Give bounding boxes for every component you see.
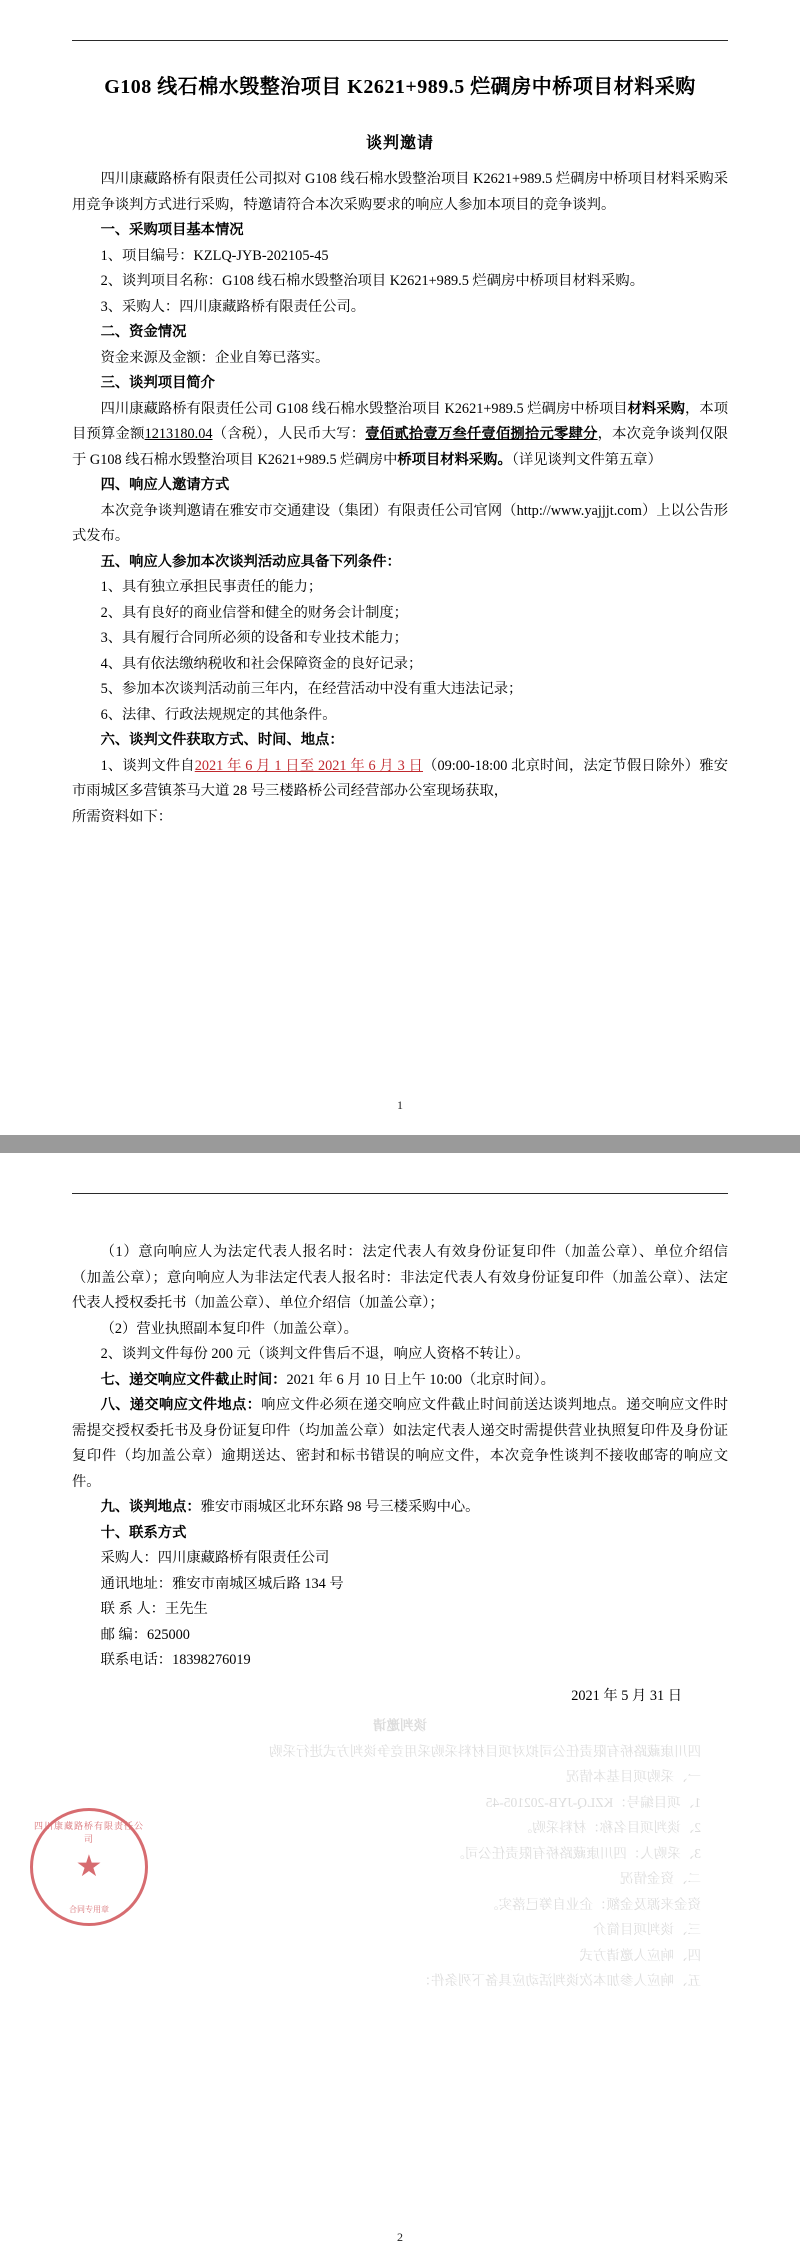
acq-text-2: （09:00-18:00 北京时间，法定节假日除外） xyxy=(423,757,700,774)
section-5-item-2: 2、具有良好的商业信誉和健全的财务会计制度； xyxy=(100,604,408,621)
section-5-item-1: 1、具有独立承担民事责任的能力； xyxy=(100,579,323,595)
page-title: G108 线石棉水毁整治项目 K2621+989.5 烂碉房中桥项目材料采购 xyxy=(104,76,696,98)
page2-subitem-2: （2）营业执照副本复印件（加盖公章）。 xyxy=(100,1320,358,1337)
section-5-item-4: 4、具有依法缴纳税收和社会保障资金的良好记录； xyxy=(100,655,423,672)
section-7-body: 2021 年 6 月 10 日上午 10:00（北京时间）。 xyxy=(286,1371,555,1388)
section-8 xyxy=(72,1393,728,1495)
brief-note: （详见谈判文件第五章） xyxy=(511,451,662,468)
section-heading-3: 三、谈判项目简介 xyxy=(100,375,215,391)
acq-date-range: 2021 年 6 月 1 日至 2021 年 6 月 3 日 xyxy=(194,757,424,774)
acq-text-1: 1、谈判文件自 xyxy=(100,757,195,774)
brief-bold-2: 桥项目材料采购。 xyxy=(397,451,512,468)
brief-amount: 1213180.04 xyxy=(144,426,213,442)
contact-purchaser: 采购人：四川康藏路桥有限责任公司 xyxy=(100,1550,330,1566)
contact-address: 通讯地址：雅安市南城区城后路 134 号 xyxy=(100,1575,344,1592)
section-heading-1: 一、采购项目基本情况 xyxy=(100,222,244,238)
brief-text-3: （含税），人民币大写： xyxy=(212,426,366,442)
contact-postcode: 邮 编：625000 xyxy=(100,1626,190,1643)
section-heading-5: 五、响应人参加本次谈判活动应具备下列条件： xyxy=(100,553,401,570)
page-top-rule xyxy=(72,40,728,41)
document-page-2 xyxy=(0,1153,800,2263)
page-2-top-rule xyxy=(72,1193,728,1194)
project-brief-paragraph xyxy=(72,397,728,474)
section-9 xyxy=(72,1495,728,1521)
section-heading-4: 四、响应人邀请方式 xyxy=(100,477,230,493)
star-icon: ★ xyxy=(75,1850,103,1883)
section-1-item-2: 2、谈判项目名称：G108 线石棉水毁整治项目 K2621+989.5 烂碉房中桥项目材料采购。 xyxy=(100,273,644,289)
brief-amount-cn-2: 佰捌拾元零肆分 xyxy=(495,426,598,442)
section-1-item-1: 1、项目编号：KZLQ-JYB-202105-45 xyxy=(100,247,329,264)
section-5-item-6: 6、法律、行政法规规定的其他条件。 xyxy=(100,706,337,723)
brief-text-2: ，本项目预算金额 xyxy=(72,400,729,442)
page-separator xyxy=(0,1135,800,1153)
brief-bold-1: 材料采购 xyxy=(627,400,686,417)
section-7-heading: 七、递交响应文件截止时间： xyxy=(100,1371,287,1388)
section-5-item-5: 5、参加本次谈判活动前三年内，在经营活动中没有重大违法记录； xyxy=(100,681,523,697)
intro-paragraph: 四川康藏路桥有限责任公司拟对 G108 线石棉水毁整治项目 K2621+989.5 烂碉房中桥项目材料采购采用竞争谈判方式进行采购，特邀请符合本次采购要求的响应人参加本项目的竞争谈判。 xyxy=(72,171,728,213)
company-seal-stamp xyxy=(30,1808,148,1926)
page2-subitem-1: （1）意向响应人为法定代表人报名时：法定代表人有效身份证复印件（加盖公章）、单位介绍信（加盖公章）；意向响应人为非法定代表人报名时：非法定代表人有效身份证复印件（加盖公章）、法定代表人授权委托书（加盖公章）、单位介绍信（加盖公章）； xyxy=(72,1244,728,1311)
acq-text-3: 雅安市雨城区多营镇茶马大道 28 号三楼路桥公司经营部办公室现场获取， xyxy=(72,757,729,799)
page-number-1: 1 xyxy=(397,1098,403,1112)
section-1-item-3: 3、采购人：四川康藏路桥有限责任公司。 xyxy=(100,298,366,315)
section-4-item-1: 本次竞争谈判邀请在雅安市交通建设（集团）有限责任公司官网（http://www.yajjjt.com）上以公告形式发布。 xyxy=(72,502,728,544)
document-subtitle: 谈判邀请 xyxy=(365,135,434,152)
section-heading-6: 六、谈判文件获取方式、时间、地点： xyxy=(100,732,344,748)
page2-subitem-3: 2、谈判文件每份 200 元（谈判文件售后不退，响应人资格不转让）。 xyxy=(100,1346,530,1362)
section-5-item-3: 3、具有履行合同所必须的设备和专业技术能力； xyxy=(100,630,408,646)
section-heading-2: 二、资金情况 xyxy=(100,324,187,340)
section-7 xyxy=(72,1368,728,1394)
section-8-body: 响应文件必须在递交响应文件截止时间前送达谈判地点。递交响应文件时需提交授权委托书及身份证复印件（均加盖公章）如法定代表人递交时需提供营业执照复印件及身份证复印件（均加盖公章）逾期送达、密封和标书错误的响应文件，本次竞争性谈判不接收邮寄的响应文件。 xyxy=(72,1397,728,1490)
acquisition-item-1-cont: 所需资料如下： xyxy=(72,808,173,825)
document-date: 2021 年 5 月 31 日 xyxy=(571,1687,682,1704)
contact-phone: 联系电话：18398276019 xyxy=(100,1652,251,1668)
seal-top-text: 四川康藏路桥有限责任公司 xyxy=(33,1821,144,1844)
brief-amount-cn-1: 壹佰贰拾壹万叁仟壹 xyxy=(365,426,496,442)
section-9-heading: 九、谈判地点： xyxy=(100,1499,201,1515)
seal-bottom-text: 合同专用章 xyxy=(69,1905,109,1914)
section-8-heading: 八、递交响应文件地点： xyxy=(100,1397,262,1413)
acquisition-item-1 xyxy=(72,754,728,805)
section-9-body: 雅安市雨城区北环东路 98 号三楼采购中心。 xyxy=(200,1499,480,1515)
brief-text-4: ，本次竞争谈判仅限于 G108 线石棉水毁整治项目 K2621+989.5 烂碉房中 xyxy=(72,426,729,468)
section-2-item-1: 资金来源及金额：企业自筹已落实。 xyxy=(100,349,330,366)
contact-person: 联 系 人：王先生 xyxy=(100,1601,208,1617)
bleed-through-text: 谈判邀请 四川康藏路桥有限责任公司拟对项目材料采购采用竞争谈判方式进行采购 一、采购项目基本情况 1、项目编号：KZLQ-JYB-202105-45 2、谈判项目名称：材料采购。 3、采购人：四川康藏路桥有限责任公司。 二、资金情况 资金来源及金额：企业自筹已落实。 三、谈判项目简介 四、响应人邀请方式 五、响应人参加本次谈判活动应具备下列条件： xyxy=(269,1718,701,1988)
brief-text-1: 四川康藏路桥有限责任公司 G108 线石棉水毁整治项目 K2621+989.5 烂碉房中桥项目 xyxy=(100,400,628,417)
page-number-2: 2 xyxy=(397,2230,403,2244)
section-10-heading: 十、联系方式 xyxy=(100,1524,187,1541)
